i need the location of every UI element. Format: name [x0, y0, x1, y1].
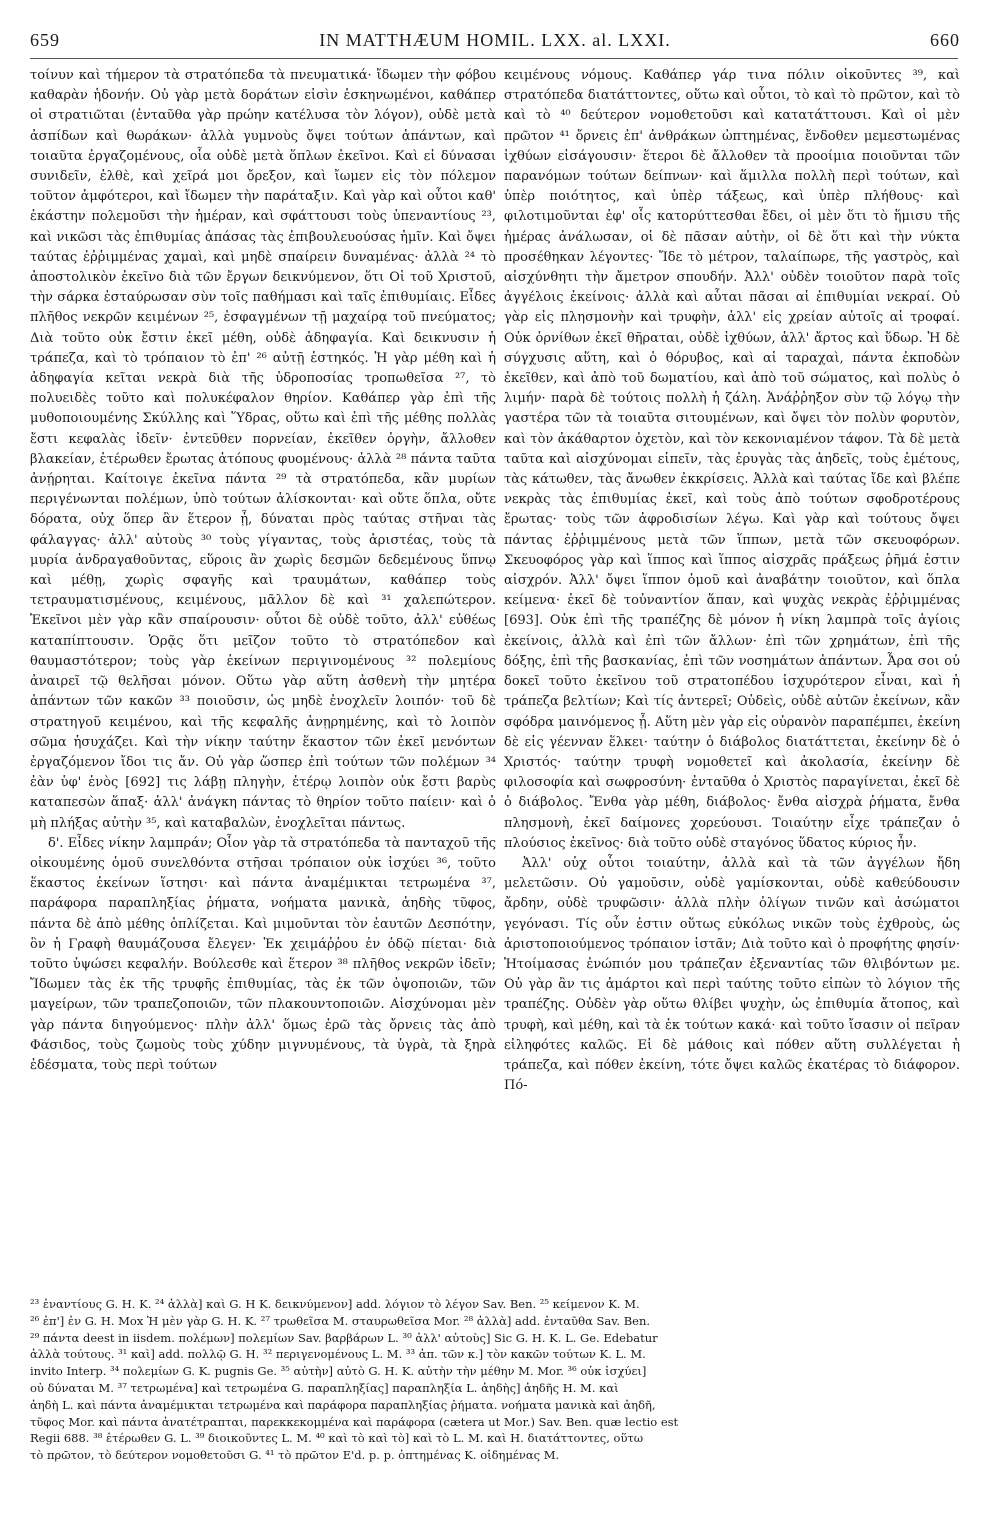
left-paragraph-1: τοίνυν καὶ τήμερον τὰ στρατόπεδα τὰ πνευματικά· ἴδωμεν τὴν φόβου καθαρὰν ἡδονήν. Οὐ γὰρ μετὰ δοράτων εἰσὶν ἐσκηνωμένοι, καθάπερ οἱ στρατιῶται (ἐνταῦθα γὰρ πρώην κατέλυσα τὸν λόγον), οὐδὲ μετὰ ἀσπίδων καὶ θωράκων· ἀλλὰ γυμνοὺς ὄψει τούτων ἁπάντων, καὶ τοιαῦτα ἐργαζομένους, οἷα οὐδὲ μετὰ ὅπλων ἐκεῖνοι. Καὶ εἰ δύνασαι συνιδεῖν, ἐλθὲ, καὶ χεῖρά μοι ὄρεξον, καὶ ἴωμεν εἰς τὸν πόλεμον τοῦτον ἀμφότεροι, καὶ ἴδωμεν τὴν παράταξιν. Καὶ γὰρ καὶ οὗτοι καθ' ἑκάστην πολεμοῦσι τὴν ἡμέραν, καὶ σφάττουσι τοὺς ὑπεναντίους ²³, καὶ νικῶσι τὰς ἐπιθυμίας ἁπάσας τὰς ἐπιβουλευούσας ἡμῖν. Καὶ ὄψει ταύτας ἐῤῥιμμένας χαμαὶ, καὶ μηδὲ σπαίρειν δυναμένας· ἀλλὰ ²⁴ τὸ ἀποστολικὸν ἐκεῖνο διὰ τῶν ἔργων δεικνύμενον, ὅτι Οἱ τοῦ Χριστοῦ, τὴν σάρκα ἐσταύρωσαν σὺν τοῖς παθήμασι καὶ ταῖς ἐπιθυμίαις. Εἶδες πλῆθος νεκρῶν κειμένων ²⁵, ἐσφαγμένων τῇ μαχαίρᾳ τοῦ πνεύματος; Διὰ τοῦτο οὐκ ἔστιν ἐκεῖ μέθη, οὐδὲ ἀδηφαγία. Καὶ δεικνυσιν ἡ τράπεζα, καὶ τὸ τρόπαιον τὸ ἐπ' ²⁶ αὐτῇ ἑστηκός. Ἡ γὰρ μέθη καὶ ἡ ἀδηφαγία κεῖται νεκρὰ διὰ τῆς ὑδροποσίας τροπωθεῖσα ²⁷, τὸ πολυειδὲς τοῦτο καὶ πολυκέφαλον θηρίον. Καθάπερ γὰρ ἐπὶ τῆς μυθοποιουμένης Σκύλλης καὶ Ὕδρας, οὕτω καὶ ἐπὶ τῆς μέθης πολλὰς ἔστι κεφαλὰς ἰδεῖν· ἐντεῦθεν πορνείαν, ἐκεῖθεν ὀργὴν, ἄλλοθεν βλακείαν, ἑτέρωθεν ἔρωτας ἀτόπους φυομένους· ἀλλὰ ²⁸ πάντα ταῦτα ἀνῄρηται. Καίτοιγε ἐκεῖνα πάντα ²⁹ τὰ στρατόπεδα, κἂν μυρίων περιγένωνται πολέμων, ὑπὸ τούτων ἁλίσκονται· καὶ οὔτε ὅπλα, οὔτε δόρατα, οὐχ ὅπερ ἂν ἕτερον ᾖ, δύναται πρὸς ταύτας στῆναι τὰς φάλαγγας· ἀλλ' αὐτοὺς ³⁰ τοὺς γίγαντας, τοὺς ἀριστέας, τοὺς τὰ μυρία ἀνδραγαθοῦντας, εὕροις ἂν χωρὶς δεσμῶν δεδεμένους ὕπνῳ καὶ μέθῃ, χωρὶς σφαγῆς καὶ τραυμάτων, καθάπερ τοὺς τετραυματισμένους, κειμένους, μᾶλλον δὲ καὶ ³¹ χαλεπώτερον. Ἐκεῖνοι μὲν γὰρ κἂν σπαίρουσιν· οὗτοι δὲ οὐδὲ τοῦτο, ἀλλ' εὐθέως καταπίπτουσιν. Ὁρᾷς ὅτι μεῖζον τοῦτο τὸ στρατόπεδον καὶ θαυμαστότερον; τοὺς γὰρ ἐκείνων περιγινομένους ³² πολεμίους ἀναιρεῖ τῷ θελῆσαι μόνον. Οὕτω γὰρ αὕτη ἀσθενὴ τὴν μητέρα ἁπάντων τῶν κακῶν ³³ ποιοῦσιν, ὡς μηδὲ ἐνοχλεῖν λοιπόν· τοῦ δὲ στρατηγοῦ κειμένου, καὶ τῆς κεφαλῆς ἀνῃρημένης, καὶ τὸ λοιπὸν σῶμα ἡσυχάζει. Καὶ τὴν νίκην ταύτην ἕκαστον τῶν ἐκεῖ μενόντων ἐργαζόμενον ἴδοι τις ἄν. Οὐ γὰρ ὥσπερ ἐπὶ τούτων τῶν πολέμων ³⁴ ἐὰν ὑφ' ἑνὸς [692] τις λάβῃ πληγὴν, ἑτέρῳ λοιπὸν οὐκ ἔστι βαρὺς καταπεσὼν ἅπαξ· ἀλλ' ἀνάγκη πάντας τὸ θηρίον τοῦτο παίειν· καὶ ὁ μὴ πλήξας αὐτὴν ³⁵, καὶ καταβαλὼν, ἐνοχλεῖται πάντως.: [30, 68, 496, 831]
footnote-line: οὐ δύναται M. ³⁷ τετρωμένα] καὶ τετρωμένα G. παραπληξίας] παραπληξία L. ἀηδὴς] ἀηδῆς H. M. καὶ: [30, 1380, 619, 1395]
header-rule: [30, 58, 958, 59]
right-paragraph-2: Ἀλλ' οὐχ οὗτοι τοιαύτην, ἀλλὰ καὶ τὰ τῶν ἀγγέλων ἤδη μελετῶσιν. Οὐ γαμοῦσιν, οὐδὲ γαμίσκονται, οὐδὲ καθεύδουσιν ἄρδην, οὐδὲ τρυφῶσιν· ἀλλὰ πλὴν ὀλίγων τινῶν καὶ ἀσώματοι γεγόνασι. Τίς οὖν ἐστιν οὕτως εὐκόλως νικῶν τοὺς ἐχθροὺς, ὡς ἀριστοποιούμενος τρόπαιον ἱστᾶν; Διὰ τοῦτο καὶ ὁ προφήτης φησίν· Ἡτοίμασας ἐνώπιόν μου τράπεζαν ἐξεναντίας τῶν θλιβόντων με. Οὐ γὰρ ἂν τις ἁμάρτοι καὶ περὶ ταύτης τοῦτο εἰπὼν τὸ λόγιον τῆς τραπέζης. Οὐδὲν γὰρ οὕτω θλίβει ψυχὴν, ὡς ἐπιθυμία ἄτοπος, καὶ τρυφὴ, καὶ μέθη, καὶ τὰ ἐκ τούτων κακά· καὶ τοῦτο ἴσασιν οἱ πεῖραν εἰληφότες καλῶς. Εἰ δὲ μάθοις καὶ πόθεν αὕτη συλλέγεται ἡ τράπεζα, καὶ πόθεν ἐκείνη, τότε ὄψει καλῶς ἑκατέρας τὸ διάφορον. Πό-: [504, 855, 960, 1094]
footnote-line: ²⁹ πάντα deest in iisdem. πολέμων] πολεμίων Sav. βαρβάρων L. ³⁰ ἀλλ' αὐτοὺς] Sic G. H. K. L. Ge. Edebatur: [30, 1330, 658, 1345]
right-column: [504, 66, 960, 1290]
right-page-number: 660: [930, 30, 960, 50]
footnote-line: τὸ πρῶτον, τὸ δεύτερον νομοθετοῦσι G. ⁴¹ τὸ πρῶτον E'd. p. p. ὀπτημένας K. οἰδημένας M.: [30, 1448, 560, 1463]
left-paragraph-2: δ'. Εἶδες νίκην λαμπράν; Οἷον γὰρ τὰ στρατόπεδα τὰ πανταχοῦ τῆς οἰκουμένης ὁμοῦ συνελθόντα στῆσαι τρόπαιον οὐκ ἰσχύει ³⁶, τοῦτο ἕκαστος ἐκείνων ἵστησι· καὶ πάντα ἀναμέμικται τετρωμένα ³⁷, παράφορα παραπληξίας ῥήματα, νοήματα μανικὰ, ἀηδὴς τῦφος, πάντα δὲ ἀπὸ μέθης ὁπλίζεται. Καὶ μιμοῦνται τὸν ἑαυτῶν Δεσπότην, ὃν ἡ Γραφὴ θαυμάζουσα ἔλεγεν· Ἐκ χειμάῤῥου ἐν ὁδῷ πίεται· διὰ τοῦτο ὑψώσει κεφαλήν. Βούλεσθε καὶ ἕτερον ³⁸ πλῆθος νεκρῶν ἰδεῖν; Ἴδωμεν τὰς ἐκ τῆς τρυφῆς ἐπιθυμίας, τὰς ἐκ τῶν ὀψοποιῶν, τῶν μαγείρων, τῶν τραπεζοποιῶν, τῶν πλακουντοποιῶν. Αἰσχύνομαι μὲν γὰρ πάντα διηγούμενος· πλὴν ἀλλ' ὅμως ἐρῶ τὰς ὄρνεις τὰς ἀπὸ Φάσιδος, τοὺς ζωμοὺς τοὺς χύδην μιγνυμένους, τὰ ὑγρὰ, τὰ ξηρὰ ἐδέσματα, τοὺς περὶ τούτων: [30, 835, 496, 1073]
footnotes: [30, 1296, 960, 1532]
footnote-line: τῦφος Mor. καὶ πάντα ἀνατέτραπται, παρεκκεκομμένα καὶ παράφορα (cætera ut Mor.) Sav. Ben. quæ lectio est: [30, 1414, 679, 1429]
left-page-number: 659: [30, 30, 60, 50]
footnote-line: ἀηδὴ L. καὶ πάντα ἀναμέμικται τετρωμένα καὶ παράφορα παραπληξίας ῥήματα. νοήματα μανικὰ καὶ ἀηδῆ,: [30, 1397, 656, 1412]
footnote-line: ἀλλὰ τούτους. ³¹ καὶ] add. πολλῷ G. H. ³² περιγενομένους L. M. ³³ ἀπ. τῶν κ.] τὸν κακῶν τούτων K. L. M.: [30, 1347, 646, 1362]
running-header: [30, 30, 960, 56]
footnote-line: Regii 688. ³⁸ ἑτέρωθεν G. L. ³⁹ διοικοῦντες L. M. ⁴⁰ καὶ τὸ καὶ τὸ] καὶ τὸ L. M. καὶ H. διατάττοντες, οὕτω: [30, 1431, 644, 1446]
footnote-line: ²⁶ ἐπ'] ἐν G. H. Mox Ἡ μὲν γὰρ G. H. K. ²⁷ τρωθεῖσα M. σταυρωθεῖσα Mor. ²⁸ ἀλλὰ] add. ἐνταῦθα Sav. Ben.: [30, 1313, 651, 1328]
footnote-line: ²³ ἐναντίους G. H. K. ²⁴ ἀλλὰ] καὶ G. H K. δεικνύμενον] add. λόγιον τὸ λέγον Sav. Ben. ²⁵ κείμενον K. M.: [30, 1297, 640, 1311]
running-title: IN MATTHÆUM HOMIL. LXX. al. LXXI.: [319, 30, 671, 50]
right-paragraph-1: κειμένους νόμους. Καθάπερ γάρ τινα πόλιν οἰκοῦντες ³⁹, καὶ στρατόπεδα διατάττοντες, οὕτω καὶ οὗτοι, τὸ καὶ τὸ πρῶτον, καὶ τὸ καὶ τὸ ⁴⁰ δεύτερον νομοθετοῦσι καὶ κατατάττουσι. Καὶ οἱ μὲν πρῶτον ⁴¹ ὄρνεις ἐπ' ἀνθράκων ὠπτημένας, ἔνδοθεν μεμεστωμένας ἰχθύων εἰσάγουσιν· ἕτεροι δὲ ἄλλοθεν τὰ προοίμια ποιοῦνται τῶν παρανόμων τούτων δείπνων· καὶ ἅμιλλα πολλὴ περὶ τούτων, καὶ ὑπὲρ ποιότητος, καὶ ὑπὲρ τάξεως, καὶ ὑπὲρ πλήθους· καὶ φιλοτιμοῦνται ἐφ' οἷς κατορύττεσθαι ἔδει, οἱ μὲν ὅτι τὸ ἥμισυ τῆς ἡμέρας ἀνάλωσαν, οἱ δὲ πᾶσαν αὐτὴν, οἱ δὲ ὅτι καὶ τὴν νύκτα προσέθηκαν λέγοντες· Ἴδε τὸ μέτρον, ταλαίπωρε, τῆς γαστρὸς, καὶ αἰσχύνθητι τὴν ἄμετρον σπουδήν. Ἀλλ' οὐδὲν τοιοῦτον παρὰ τοῖς ἀγγέλοις ἐκείνοις· ἀλλὰ καὶ αὗται πᾶσαι αἱ ἐπιθυμίαι νεκραί. Οὐ γὰρ εἰς πλησμονὴν καὶ τρυφὴν, ἀλλ' εἰς χρείαν αὐτοῖς αἱ τροφαί. Οὐκ ὀρνίθων ἐκεῖ θῆραται, οὐδὲ ἰχθύων, ἀλλ' ἄρτος καὶ ὕδωρ. Ἡ δὲ σύγχυσις αὕτη, καὶ ὁ θόρυβος, καὶ αἱ ταραχαὶ, πάντα ἐκποδὼν ἐκεῖθεν, καὶ ἀπὸ τοῦ δωματίου, καὶ ἀπὸ τοῦ σώματος, καὶ πολὺς ὁ λιμήν· παρὰ δὲ τούτοις πολλὴ ἡ ζάλη. Ἀνάῤῥηξον σὺν τῷ λόγῳ τὴν γαστέρα τῶν τὰ τοιαῦτα σιτουμένων, καὶ ὄψει τὸν πολὺν φορυτὸν, καὶ τὸν ἀκάθαρτον ὀχετὸν, καὶ τὸν κεκονιαμένον τάφον. Τὰ δὲ μετὰ ταῦτα καὶ αἰσχύνομαι εἰπεῖν, τὰς ἐρυγὰς τὰς ἀηδεῖς, τοὺς ἐμέτους, τὰς κάτωθεν, τὰς ἄνωθεν ἐκκρίσεις. Ἀλλὰ καὶ ταύτας ἴδε καὶ βλέπε νεκρὰς τὰς ἐπιθυμίας ἐκεῖ, καὶ τοὺς ἀπὸ τούτων σφοδροτέρους ἔρωτας· τοὺς τῶν ἀφροδισίων λέγω. Καὶ γὰρ καὶ τούτους ὄψει πάντας ἐῤῥιμμένους μετὰ τῶν ἵππων, μετὰ τῶν σκευοφόρων. Σκευοφόρος γὰρ καὶ ἵππος καὶ ἵππος αἰσχρᾶς πράξεως ῥῆμά ἐστιν αἰσχρόν. Ἀλλ' ὄψει ἵππον ὁμοῦ καὶ ἀναβάτην τοιοῦτον, καὶ ὅπλα κείμενα· ἐκεῖ δὲ τοὐναντίον ἅπαν, καὶ ψυχὰς νεκρὰς ἐῤῥιμμένας [693]. Οὐκ ἐπὶ τῆς τραπέζης δὲ μόνον ἡ νίκη λαμπρὰ τοῖς ἁγίοις ἐκείνοις, ἀλλὰ καὶ ἐπὶ τῶν ἄλλων· ἐπὶ τῶν χρημάτων, ἐπὶ τῆς δόξης, ἐπὶ τῆς βασκανίας, ἐπὶ τῶν νοσημάτων ἁπάντων. Ἆρα σοι οὐ δοκεῖ τοῦτο ἐκεῖνου τοῦ στρατοπέδου ἰσχυρότερον εἶναι, καὶ ἡ τράπεζα βελτίων; Καὶ τίς ἀντερεῖ; Οὐδεὶς, οὐδὲ αὐτῶν ἐκείνων, κἂν σφόδρα μαινόμενος ᾖ. Αὕτη μὲν γὰρ εἰς οὐρανὸν παραπέμπει, ἐκείνη δὲ εἰς γέενναν ἕλκει· ταύτην ὁ διάβολος διατάττεται, ἐκείνην δὲ ὁ Χριστός· ταύτην τρυφὴ νομοθετεῖ καὶ ἀκολασία, ἐκείνην δὲ φιλοσοφία καὶ σωφροσύνη· ἐνταῦθα ὁ Χριστὸς παραγίνεται, ἐκεῖ δὲ ὁ διάβολος. Ἔνθα γὰρ μέθη, διάβολος· ἔνθα αἰσχρὰ ῥήματα, ἔνθα πλησμονὴ, ἐκεῖ δαίμονες χορεύουσι. Τοιαύτην εἶχε τράπεζαν ὁ πλούσιος ἐκεῖνος· διὰ τοῦτο οὐδὲ σταγόνος ὕδατος κύριος ἦν.: [504, 68, 960, 851]
left-column: [30, 66, 496, 1290]
footnote-line: invito Interp. ³⁴ πολεμίων G. K. pugnis Ge. ³⁵ αὐτὴν] αὐτὸ G. H. K. αὐτὴν τὴν μέθην M. Mor. ³⁶ οὐκ ἰσχύει]: [30, 1364, 647, 1379]
